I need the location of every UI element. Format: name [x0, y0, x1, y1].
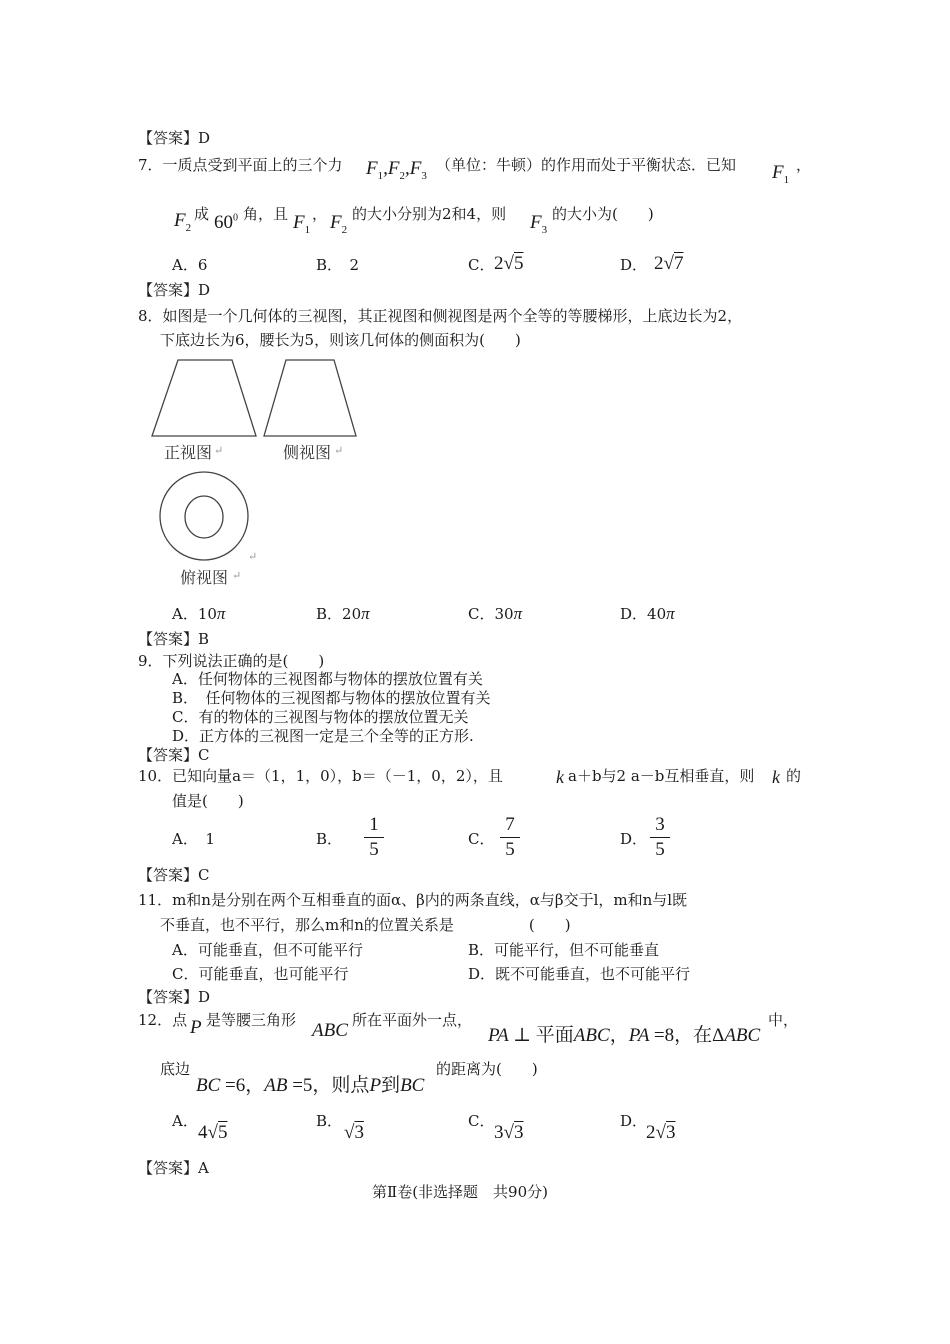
q7-forces-f1f2f3: $F_1,F_2,F_3$ — [366, 158, 427, 182]
side-view-label: 侧视图 — [283, 445, 332, 462]
q7-line2-comma: ， — [312, 205, 328, 223]
q9-option-d: D．正方体的三视图一定是三个全等的正方形. — [172, 727, 474, 745]
q7-angle: $60^0$ — [214, 212, 238, 233]
q9-option-c: C．有的物体的三视图与物体的摆放位置无关 — [172, 708, 469, 726]
answer-q7: 【答案】D — [138, 281, 211, 299]
top-view-label: 俯视图 — [180, 570, 229, 587]
q12-option-a-value: 4√5 — [198, 1122, 228, 1143]
q10-k-symbol-2: k — [772, 767, 780, 787]
return-mark-icon: ↵ — [334, 444, 344, 457]
q11-option-c: C．可能垂直，也可能平行 — [172, 965, 349, 983]
q10-option-a: A． 1 — [172, 830, 215, 848]
q10-stem-part3: 的 — [786, 767, 802, 785]
q8-stem-line1: 8．如图是一个几何体的三视图，其正视图和侧视图是两个全等的等腰梯形，上底边长为2， — [138, 307, 743, 325]
q8-stem-line2: 下底边长为6，腰长为5，则该几何体的侧面积为( ) — [160, 331, 521, 349]
q12-stem-part2: 是等腰三角形 — [206, 1011, 297, 1029]
q10-option-c-fraction: 7 5 — [500, 814, 520, 861]
q7-line2-magnitudes: 的大小分别为2和4，则 — [352, 205, 507, 223]
q7-line2-question: 的大小为( ) — [552, 205, 654, 223]
q11-stem-line2: 不垂直，也不平行，那么m和n的位置关系是 ( ) — [160, 916, 571, 934]
q7-option-c-value: 2√5 — [494, 253, 524, 274]
q7-f3-symbol: $F_3$ — [530, 212, 548, 236]
side-view-trapezoid — [260, 358, 360, 440]
return-mark-icon: ↵ — [232, 569, 242, 582]
answer-q11: 【答案】D — [138, 988, 211, 1006]
q10-k-symbol: k — [556, 767, 564, 787]
q10-stem-line2: 值是( ) — [172, 792, 244, 810]
q12-option-a-label: A． — [172, 1112, 198, 1130]
q12-condition-pa: PA ⊥ 平面ABC，PA =8，在ΔABC — [488, 1025, 761, 1046]
q10-option-c-label: C． — [468, 830, 495, 848]
q10-option-d-fraction: 3 5 — [650, 814, 670, 861]
q12-option-c-value: 3√3 — [494, 1122, 524, 1143]
q12-stem-line2-part2: 的距离为( ) — [436, 1060, 538, 1078]
q12-option-b-value: √3 — [344, 1122, 364, 1143]
q10-option-b-label: B． — [316, 830, 343, 848]
q7-option-c-label: C． — [468, 256, 495, 274]
q12-option-d-label: D． — [620, 1112, 648, 1130]
q8-option-a: A．10π — [172, 604, 226, 623]
q7-option-b: B． 2 — [316, 256, 360, 274]
q7-option-d-value: 2√7 — [654, 253, 684, 274]
q12-stem-part1: 12．点 — [138, 1011, 188, 1029]
q7-option-d-label: D． — [620, 256, 648, 274]
q12-condition-bc-ab: BC =6，AB =5，则点P到BC — [196, 1075, 425, 1096]
answer-q10: 【答案】C — [138, 866, 210, 884]
q8-option-b: B．20π — [316, 604, 370, 623]
q7-line2-jiao: 角，且 — [243, 205, 289, 223]
answer-q12: 【答案】A — [138, 1159, 209, 1177]
q7-comma: ， — [796, 156, 812, 174]
q12-option-d-value: 2√3 — [646, 1122, 676, 1143]
q12-stem-line2-part1: 底边 — [160, 1060, 191, 1078]
q12-option-b-label: B． — [316, 1112, 343, 1130]
section-heading-part2: 第Ⅱ卷(非选择题 共90分) — [372, 1183, 548, 1201]
q8-option-c: C．30π — [468, 604, 523, 623]
q8-option-d: D．40π — [620, 604, 675, 623]
front-view-trapezoid — [150, 358, 260, 440]
q10-stem-part2: a＋b与2 a－b互相垂直，则 — [568, 767, 755, 785]
q9-option-b: B． 任何物体的三视图都与物体的摆放位置有关 — [172, 689, 491, 707]
q9-option-a: A．任何物体的三视图都与物体的摆放位置有关 — [172, 670, 483, 688]
q7-option-a: A．6 — [172, 256, 208, 274]
q7-line2-cheng: 成 — [194, 205, 210, 223]
answer-q9: 【答案】C — [138, 746, 210, 764]
q12-option-c-label: C． — [468, 1112, 495, 1130]
q9-stem: 9．下列说法正确的是( ) — [138, 652, 325, 670]
q12-triangle-abc: ABC — [312, 1020, 348, 1041]
q7-stem-part2: （单位：牛顿）的作用而处于平衡状态．已知 — [436, 156, 737, 174]
q12-stem-part4: 中， — [768, 1011, 799, 1029]
return-mark-icon: ↵ — [214, 444, 224, 457]
return-mark-icon: ↵ — [248, 550, 258, 563]
q10-stem-part1: 10．已知向量a＝（1，1，0），b＝（－1，0，2），且 — [138, 767, 503, 785]
q7-f1-symbol: $F_1$ — [772, 162, 790, 186]
q11-stem-line1: 11．m和n是分别在两个互相垂直的面α、β内的两条直线，α与β交于l，m和n与l既 — [138, 891, 688, 909]
q7-f2-symbol: $F_2$ — [174, 210, 192, 234]
q12-stem-part3: 所在平面外一点， — [352, 1011, 473, 1029]
q11-option-d: D．既不可能垂直，也不可能平行 — [468, 965, 691, 983]
q11-option-b: B．可能平行，但不可能垂直 — [468, 941, 660, 959]
q7-stem-part1: 7．一质点受到平面上的三个力 — [138, 156, 343, 174]
q11-option-a: A．可能垂直，但不可能平行 — [172, 941, 363, 959]
front-view-label: 正视图 — [164, 445, 213, 462]
q12-point-p: P — [190, 1017, 202, 1038]
answer-q6: 【答案】D — [138, 129, 211, 147]
q7-f2-symbol-2: $F_2$ — [330, 212, 348, 236]
q7-f1-symbol-2: $F_1$ — [293, 212, 311, 236]
q10-option-b-fraction: 1 5 — [364, 814, 384, 861]
q10-option-d-label: D． — [620, 830, 648, 848]
answer-q8: 【答案】B — [138, 630, 210, 648]
top-view-annulus — [158, 470, 252, 564]
